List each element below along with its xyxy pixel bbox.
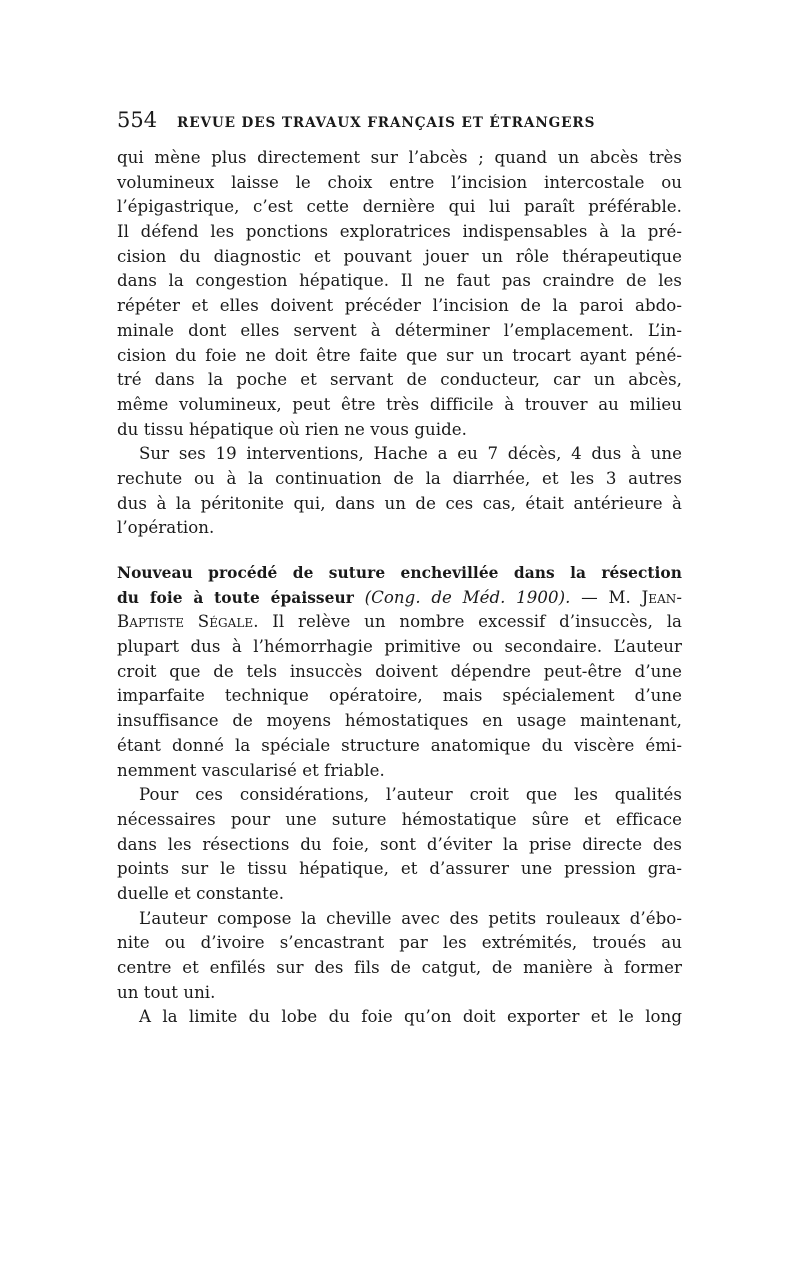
text-line: qui mène plus directement sur l’abcès ; quand un abcès très <box>117 148 682 167</box>
text-line: points sur le tissu hépatique, et d’assurer une pression gra- <box>117 859 682 879</box>
text-line: duelle et constante. <box>117 883 285 903</box>
text-line: nécessaires pour une suture hémostatique sûre et efficace <box>117 809 682 829</box>
text-line: l’opération. <box>117 518 215 538</box>
text-line: nite ou d’ivoire s’encastrant par les extrémités, troués au <box>117 933 682 953</box>
text-line: rechute ou à la continuation de la diarrhée, et les 3 autres <box>117 468 682 488</box>
text-line: minale dont elles servent à déterminer l’emplacement. L’in- <box>117 320 682 340</box>
text-line: dans la congestion hépatique. Il ne faut pas craindre de les <box>117 271 682 291</box>
text-line: l’épigastrique, c’est cette dernière qui lui paraît préférable. <box>117 197 682 217</box>
text-line: croit que de tels insuccès doivent dépendre peut-être d’une <box>117 661 682 681</box>
text-line: plupart dus à l’hémorrhagie primitive ou secondaire. L’auteur <box>117 637 682 657</box>
text-line: nemment vascularisé et friable. <box>117 760 385 780</box>
text-line: tré dans la poche et servant de conducteur, car un abcès, <box>117 370 682 390</box>
text-line: volumineux laisse le choix entre l’incision intercostale ou <box>117 172 682 192</box>
citation: (Cong. de Méd. 1900). <box>364 587 571 607</box>
section-heading-end: du foie à toute épaisseur <box>117 588 354 607</box>
book-page <box>117 108 682 1030</box>
text-line: insuffisance de moyens hémostatiques en usage maintenant, <box>117 711 682 731</box>
paragraph-abces-treatment <box>117 146 682 442</box>
text-line: Pour ces considérations, l’auteur croit que les qualités <box>139 785 682 805</box>
text-line: L’auteur compose la cheville avec des petits rouleaux d’ébo- <box>139 908 682 928</box>
text-line: répéter et elles doivent précéder l’incision de la paroi abdo- <box>117 296 682 316</box>
text-line: un tout uni. <box>117 982 216 1002</box>
author-name-continued: Baptiste Ségale. <box>117 612 259 632</box>
text-line: dans les résections du foie, sont d’éviter la prise directe des <box>117 834 682 854</box>
section-suture-enchevillee <box>117 561 682 783</box>
text-line: même volumineux, peut être très difficile à trouver au milieu <box>117 394 682 414</box>
text-span: Il relève un nombre excessif d’insuccès, la <box>258 612 682 632</box>
section-heading: Nouveau procédé de suture enchevillée dans la résection <box>117 564 682 582</box>
text-line: Sur ses 19 interventions, Hache a eu 7 décès, 4 dus à une <box>139 444 682 464</box>
section-spacer <box>117 541 682 561</box>
section-heading-continuation <box>117 586 682 611</box>
text-line: A la limite du lobe du foie qu’on doit exporter et le long <box>139 1007 682 1027</box>
paragraph-cheville <box>117 907 682 1006</box>
author-dash: — M. <box>570 587 642 607</box>
running-title: REVUE DES TRAVAUX FRANÇAIS ET ÉTRANGERS <box>177 115 596 131</box>
page-number: 554 <box>117 108 158 132</box>
paragraph-hache-results <box>117 442 682 541</box>
text-line: étant donné la spéciale structure anatomique du viscère émi- <box>117 735 682 755</box>
text-line <box>117 610 682 635</box>
text-line: cision du foie ne doit être faite que sur un trocart ayant péné- <box>117 345 682 365</box>
text-line: centre et enfilés sur des fils de catgut, de manière à former <box>117 958 682 977</box>
paragraph-considerations <box>117 783 682 906</box>
paragraph-limite-lobe <box>117 1005 682 1030</box>
text-line: dus à la péritonite qui, dans un de ces cas, était antérieure à <box>117 493 682 513</box>
text-line: cision du diagnostic et pouvant jouer un rôle thérapeutique <box>117 246 682 266</box>
author-name: Jean- <box>641 587 683 607</box>
text-line: imparfaite technique opératoire, mais spécialement d’une <box>117 686 682 706</box>
running-header <box>117 108 682 142</box>
text-line: du tissu hépatique où rien ne vous guide. <box>117 419 467 439</box>
text-line: Il défend les ponctions exploratrices indispensables à la pré- <box>117 222 682 242</box>
